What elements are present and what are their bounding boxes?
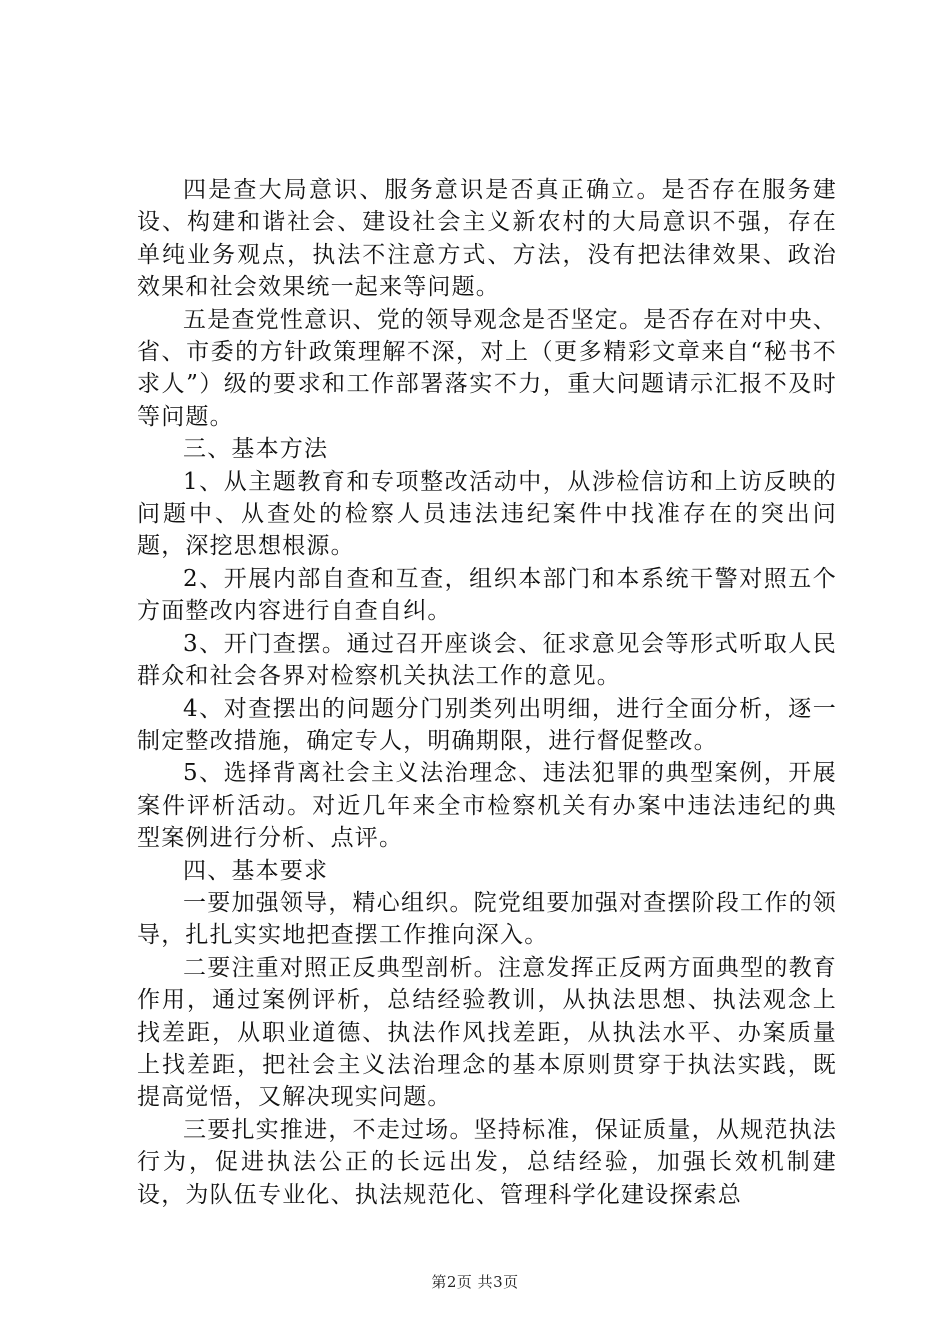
method-item-4: 4、对查摆出的问题分门别类列出明细，进行全面分析，逐一制定整改措施，确定专人，明确期限，进行督促整改。 [137,695,837,754]
requirement-item-3: 三要扎实推进，不走过场。坚持标准，保证质量，从规范执法行为，促进执法公正的长远出发，总结经验，加强长效机制建设，为队伍专业化、执法规范化、管理科学化建设探索总 [137,1116,837,1208]
method-item-3: 3、开门查摆。通过召开座谈会、征求意见会等形式听取人民群众和社会各界对检察机关执法工作的意见。 [137,630,837,690]
method-item-1: 1、从主题教育和专项整改活动中，从涉检信访和上访反映的问题中、从查处的检察人员违法违纪案件中找准存在的突出问题，深挖思想根源。 [137,468,837,560]
section-heading-requirements: 四、基本要求 [183,857,329,884]
section-heading-methods: 三、基本方法 [183,436,329,463]
document-body [137,174,837,1211]
method-item-5: 5、选择背离社会主义法治理念、违法犯罪的典型案例，开展案件评析活动。对近几年来全市检察机关有办案中违法违纪的典型案例进行分析、点评。 [137,760,837,852]
paragraph-item-4: 四是查大局意识、服务意识是否真正确立。是否存在服务建设、构建和谐社会、建设社会主义新农村的大局意识不强，存在单纯业务观点，执法不注意方式、方法，没有把法律效果、政治效果和社会效果统一起来等问题。 [137,177,837,301]
page-number-footer: 第2页 共3页 [431,1273,519,1291]
requirement-item-1: 一要加强领导，精心组织。院党组要加强对查摆阶段工作的领导，扎扎实实地把查摆工作推向深入。 [137,889,837,949]
method-item-2: 2、开展内部自查和互查，组织本部门和本系统干警对照五个方面整改内容进行自查自纠。 [137,565,837,625]
paragraph-item-5: 五是查党性意识、党的领导观念是否坚定。是否存在对中央、省、市委的方针政策理解不深，对上（更多精彩文章来自“秘书不求人”）级的要求和工作部署落实不力，重大问题请示汇报不及时等问题。 [137,306,837,430]
requirement-item-2: 二要注重对照正反典型剖析。注意发挥正反两方面典型的教育作用，通过案例评析，总结经验教训，从执法思想、执法观念上找差距，从职业道德、执法作风找差距，从执法水平、办案质量上找差距，把社会主义法治理念的基本原则贯穿于执法实践，既提高觉悟，又解决现实问题。 [137,954,837,1111]
